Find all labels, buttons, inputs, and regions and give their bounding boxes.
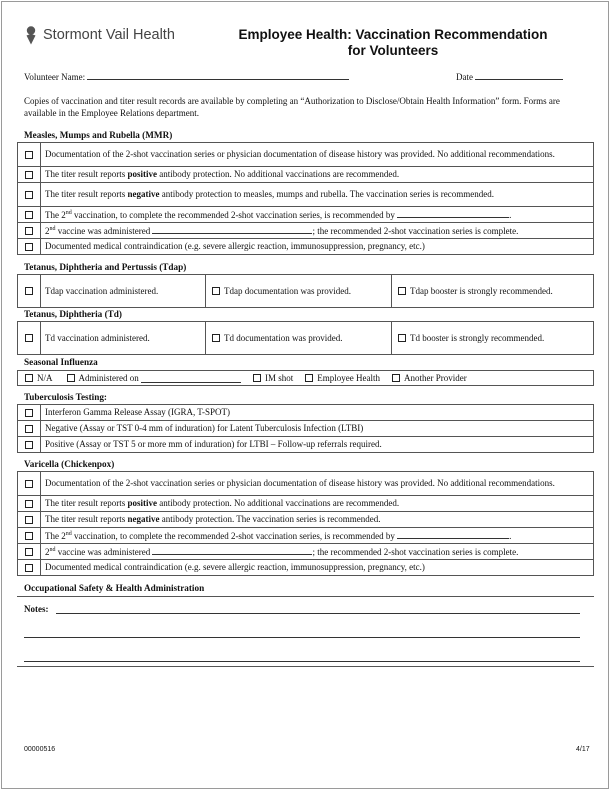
notes-label: Notes: <box>24 604 49 614</box>
flu-row <box>17 370 594 386</box>
td-table <box>17 321 594 355</box>
notes-line[interactable] <box>24 628 580 638</box>
osha-section-title: Occupational Safety & Health Administration <box>24 583 205 593</box>
flu-im-shot-label: IM shot <box>265 373 294 383</box>
checkbox[interactable] <box>25 564 33 572</box>
volunteer-name-label: Volunteer Name: <box>24 72 86 82</box>
checkbox[interactable] <box>25 334 33 342</box>
checkbox[interactable] <box>25 500 33 508</box>
mmr-row-text: The titer result reports negative antibody protection to measles, mumps and rubella. The vaccination series is recommended. <box>41 183 594 207</box>
checkbox[interactable] <box>25 516 33 524</box>
tb-row-text: Interferon Gamma Release Assay (IGRA, T-SPOT) <box>41 405 594 421</box>
flu-date-input[interactable] <box>141 374 241 383</box>
flu-na-label: N/A <box>37 373 53 383</box>
varicella-row <box>18 560 594 576</box>
checkbox[interactable] <box>67 374 75 382</box>
varicella-row-text: Documentation of the 2-shot vaccination series or physician documentation of disease history was provided. No additional recommendations. <box>41 472 594 496</box>
divider <box>17 666 594 667</box>
td-option: Td booster is strongly recommended. <box>410 332 545 343</box>
checkbox[interactable] <box>398 287 406 295</box>
title-line2: for Volunteers <box>347 43 439 58</box>
td-option: Td vaccination administered. <box>41 322 206 355</box>
checkbox[interactable] <box>25 227 33 235</box>
checkbox[interactable] <box>25 211 33 219</box>
checkbox[interactable] <box>25 374 33 382</box>
checkbox[interactable] <box>392 374 400 382</box>
checkbox[interactable] <box>212 287 220 295</box>
title-line1: Employee Health: Vaccination Recommendation <box>238 27 548 42</box>
varicella-table <box>17 471 594 576</box>
checkbox[interactable] <box>25 287 33 295</box>
tb-table <box>17 404 594 453</box>
varicella-row <box>18 496 594 512</box>
checkbox[interactable] <box>25 151 33 159</box>
date-blank[interactable] <box>397 209 509 218</box>
date-field[interactable] <box>456 71 563 82</box>
mmr-row <box>18 183 594 207</box>
mmr-row-text: The titer result reports positive antibody protection. No additional vaccinations are recommended. <box>41 167 594 183</box>
date-blank[interactable] <box>152 225 312 234</box>
notes-line[interactable] <box>24 652 580 662</box>
varicella-row-text: The titer result reports negative antibody protection. The vaccination series is recommended. <box>41 512 594 528</box>
tb-row-text: Negative (Assay or TST 0-4 mm of induration) for Latent Tuberculosis Infection (LTBI) <box>41 421 594 437</box>
varicella-row <box>18 472 594 496</box>
checkbox[interactable] <box>25 548 33 556</box>
varicella-row <box>18 528 594 544</box>
volunteer-name-field[interactable] <box>24 71 349 82</box>
mmr-row <box>18 143 594 167</box>
mmr-row <box>18 223 594 239</box>
mmr-table <box>17 142 594 255</box>
form-number: 00000516 <box>24 746 56 753</box>
notes-line[interactable] <box>56 604 580 614</box>
tdap-table <box>17 274 594 308</box>
mmr-row-text: Documentation of the 2-shot vaccination series or physician documentation of disease history was provided. No additional recommendations. <box>41 143 594 167</box>
volunteer-name-input[interactable] <box>87 71 349 80</box>
tdap-option: Tdap booster is strongly recommended. <box>410 285 553 296</box>
checkbox[interactable] <box>25 480 33 488</box>
mmr-row <box>18 239 594 255</box>
tb-row <box>18 437 594 453</box>
logo-text: Stormont Vail Health <box>43 27 175 43</box>
revision-date: 4/17 <box>576 746 590 753</box>
checkbox[interactable] <box>25 532 33 540</box>
date-input[interactable] <box>475 71 563 80</box>
checkbox[interactable] <box>305 374 313 382</box>
tdap-option: Tdap documentation was provided. <box>224 285 351 296</box>
checkbox[interactable] <box>212 334 220 342</box>
flu-employee-health-label: Employee Health <box>317 373 380 383</box>
date-blank[interactable] <box>397 530 509 539</box>
checkbox[interactable] <box>398 334 406 342</box>
varicella-row-text: Documented medical contraindication (e.g. severe allergic reaction, immunosuppression, pregnancy, etc.) <box>41 560 594 576</box>
tdap-option: Tdap vaccination administered. <box>41 275 206 308</box>
mmr-row <box>18 167 594 183</box>
mmr-section-title: Measles, Mumps and Rubella (MMR) <box>24 130 173 140</box>
mmr-row-text: Documented medical contraindication (e.g. severe allergic reaction, immunosuppression, pregnancy, etc.) <box>41 239 594 255</box>
checkbox[interactable] <box>25 243 33 251</box>
date-blank[interactable] <box>152 546 312 555</box>
checkbox[interactable] <box>25 171 33 179</box>
varicella-row-text: 2nd vaccine was administered ; the recommended 2-shot vaccination series is complete. <box>41 544 594 560</box>
varicella-row-text: The 2nd vaccination, to complete the recommended 2-shot vaccination series, is recommended by . <box>41 528 594 544</box>
logo <box>24 24 175 46</box>
varicella-section-title: Varicella (Chickenpox) <box>24 459 115 469</box>
checkbox[interactable] <box>25 441 33 449</box>
mmr-row-text: 2nd vaccine was administered ; the recommended 2-shot vaccination series is complete. <box>41 223 594 239</box>
tb-row <box>18 421 594 437</box>
checkbox[interactable] <box>25 191 33 199</box>
intro-text: Copies of vaccination and titer result records are available by completing an “Authorization to Disclose/Obtain Health Information” form. Forms are available in the Employee Relations department. <box>24 96 560 118</box>
tb-row <box>18 405 594 421</box>
tb-section-title: Tuberculosis Testing: <box>24 392 107 402</box>
varicella-row-text: The titer result reports positive antibody protection. No additional vaccinations are recommended. <box>41 496 594 512</box>
varicella-row <box>18 512 594 528</box>
td-section-title: Tetanus, Diphtheria (Td) <box>24 309 122 319</box>
divider <box>17 596 594 597</box>
flu-section-title: Seasonal Influenza <box>24 357 98 367</box>
tdap-section-title: Tetanus, Diphtheria and Pertussis (Tdap) <box>24 262 187 272</box>
stormont-vail-logo-icon <box>24 25 38 45</box>
checkbox[interactable] <box>25 409 33 417</box>
date-label: Date <box>456 72 473 82</box>
form-title <box>228 27 558 59</box>
checkbox[interactable] <box>25 425 33 433</box>
mmr-row <box>18 207 594 223</box>
flu-another-provider-label: Another Provider <box>404 373 467 383</box>
varicella-row <box>18 544 594 560</box>
flu-administered-label: Administered on <box>78 373 139 383</box>
mmr-row-text: The 2nd vaccination, to complete the recommended 2-shot vaccination series, is recommended by . <box>41 207 594 223</box>
td-option: Td documentation was provided. <box>224 332 343 343</box>
tb-row-text: Positive (Assay or TST 5 or more mm of induration) for LTBI – Follow-up referrals required. <box>41 437 594 453</box>
checkbox[interactable] <box>253 374 261 382</box>
